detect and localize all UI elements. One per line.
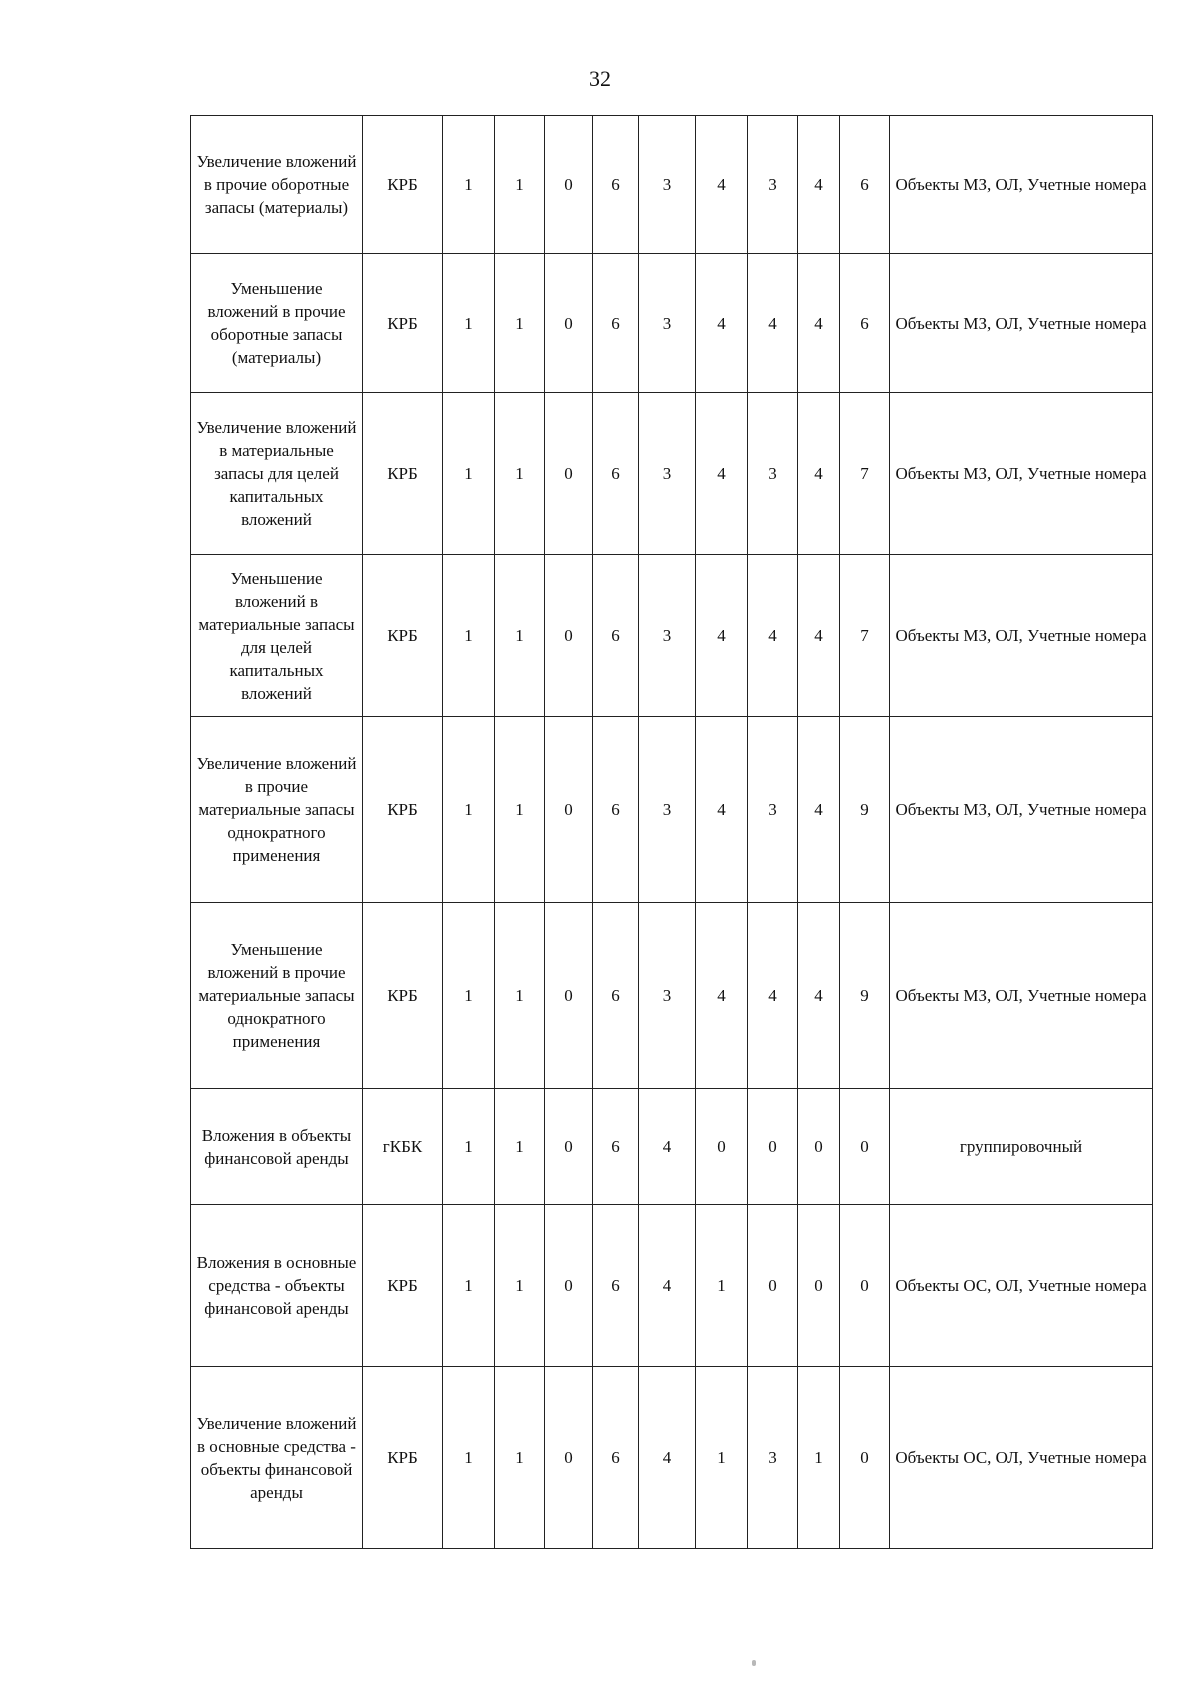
code-digit-cell: 4 xyxy=(798,254,840,393)
account-type-cell: КРБ xyxy=(363,393,443,555)
account-name-cell: Увеличение вложений в материальные запасы для целей капитальных вложений xyxy=(191,393,363,555)
code-digit-cell: 6 xyxy=(840,116,890,254)
analytics-objects-cell: Объекты ОС, ОЛ, Учетные номера xyxy=(890,1367,1153,1549)
code-digit-cell: 1 xyxy=(495,903,545,1089)
code-digit-cell: 4 xyxy=(639,1205,696,1367)
code-digit-cell: 0 xyxy=(840,1367,890,1549)
code-digit-cell: 0 xyxy=(748,1089,798,1205)
table-row xyxy=(191,555,1153,717)
account-name-cell: Уменьшение вложений в прочие оборотные запасы (материалы) xyxy=(191,254,363,393)
code-digit-cell: 4 xyxy=(639,1089,696,1205)
code-digit-cell: 0 xyxy=(545,1205,593,1367)
code-digit-cell: 4 xyxy=(696,717,748,903)
scan-artifact xyxy=(752,1660,756,1666)
code-digit-cell: 1 xyxy=(443,1367,495,1549)
code-digit-cell: 6 xyxy=(593,116,639,254)
code-digit-cell: 4 xyxy=(696,254,748,393)
table-row xyxy=(191,1205,1153,1367)
code-digit-cell: 3 xyxy=(748,116,798,254)
table-row xyxy=(191,254,1153,393)
code-digit-cell: 4 xyxy=(696,116,748,254)
analytics-objects-cell: Объекты МЗ, ОЛ, Учетные номера xyxy=(890,393,1153,555)
code-digit-cell: 1 xyxy=(495,717,545,903)
code-digit-cell: 1 xyxy=(798,1367,840,1549)
code-digit-cell: 0 xyxy=(545,903,593,1089)
table-row xyxy=(191,1089,1153,1205)
account-type-cell: КРБ xyxy=(363,1205,443,1367)
account-name-cell: Уменьшение вложений в прочие материальные запасы однократного применения xyxy=(191,903,363,1089)
table-row xyxy=(191,116,1153,254)
code-digit-cell: 3 xyxy=(639,717,696,903)
code-digit-cell: 4 xyxy=(798,393,840,555)
account-name-cell: Увеличение вложений в основные средства - объекты финансовой аренды xyxy=(191,1367,363,1549)
code-digit-cell: 1 xyxy=(495,393,545,555)
analytics-objects-cell: Объекты ОС, ОЛ, Учетные номера xyxy=(890,1205,1153,1367)
code-digit-cell: 1 xyxy=(443,1089,495,1205)
analytics-objects-cell: Объекты МЗ, ОЛ, Учетные номера xyxy=(890,254,1153,393)
account-name-cell: Увеличение вложений в прочие оборотные запасы (материалы) xyxy=(191,116,363,254)
code-digit-cell: 3 xyxy=(748,717,798,903)
code-digit-cell: 4 xyxy=(639,1367,696,1549)
code-digit-cell: 1 xyxy=(495,116,545,254)
table-row xyxy=(191,717,1153,903)
code-digit-cell: 0 xyxy=(840,1089,890,1205)
account-type-cell: КРБ xyxy=(363,555,443,717)
code-digit-cell: 4 xyxy=(798,717,840,903)
code-digit-cell: 1 xyxy=(443,393,495,555)
code-digit-cell: 1 xyxy=(696,1367,748,1549)
code-digit-cell: 4 xyxy=(696,555,748,717)
analytics-objects-cell: Объекты МЗ, ОЛ, Учетные номера xyxy=(890,116,1153,254)
code-digit-cell: 1 xyxy=(443,555,495,717)
code-digit-cell: 1 xyxy=(443,116,495,254)
account-name-cell: Увеличение вложений в прочие материальные запасы однократного применения xyxy=(191,717,363,903)
code-digit-cell: 0 xyxy=(840,1205,890,1367)
code-digit-cell: 6 xyxy=(593,1367,639,1549)
code-digit-cell: 6 xyxy=(840,254,890,393)
code-digit-cell: 0 xyxy=(545,555,593,717)
code-digit-cell: 3 xyxy=(639,393,696,555)
code-digit-cell: 1 xyxy=(443,1205,495,1367)
code-digit-cell: 4 xyxy=(798,116,840,254)
account-type-cell: КРБ xyxy=(363,1367,443,1549)
code-digit-cell: 7 xyxy=(840,555,890,717)
accounts-table xyxy=(190,115,1153,1549)
code-digit-cell: 3 xyxy=(748,1367,798,1549)
code-digit-cell: 0 xyxy=(545,254,593,393)
code-digit-cell: 4 xyxy=(696,903,748,1089)
code-digit-cell: 6 xyxy=(593,903,639,1089)
code-digit-cell: 6 xyxy=(593,254,639,393)
account-type-cell: гКБК xyxy=(363,1089,443,1205)
code-digit-cell: 9 xyxy=(840,903,890,1089)
code-digit-cell: 1 xyxy=(443,254,495,393)
code-digit-cell: 4 xyxy=(798,903,840,1089)
code-digit-cell: 6 xyxy=(593,555,639,717)
code-digit-cell: 3 xyxy=(639,903,696,1089)
code-digit-cell: 4 xyxy=(696,393,748,555)
analytics-objects-cell: Объекты МЗ, ОЛ, Учетные номера xyxy=(890,555,1153,717)
code-digit-cell: 0 xyxy=(798,1089,840,1205)
code-digit-cell: 0 xyxy=(545,116,593,254)
code-digit-cell: 3 xyxy=(639,555,696,717)
code-digit-cell: 6 xyxy=(593,393,639,555)
code-digit-cell: 6 xyxy=(593,1089,639,1205)
code-digit-cell: 0 xyxy=(545,393,593,555)
account-type-cell: КРБ xyxy=(363,254,443,393)
code-digit-cell: 1 xyxy=(443,903,495,1089)
code-digit-cell: 4 xyxy=(798,555,840,717)
code-digit-cell: 0 xyxy=(798,1205,840,1367)
code-digit-cell: 1 xyxy=(696,1205,748,1367)
code-digit-cell: 0 xyxy=(545,717,593,903)
code-digit-cell: 0 xyxy=(545,1089,593,1205)
table-row xyxy=(191,1367,1153,1549)
account-name-cell: Вложения в объекты финансовой аренды xyxy=(191,1089,363,1205)
code-digit-cell: 1 xyxy=(495,254,545,393)
analytics-objects-cell: группировочный xyxy=(890,1089,1153,1205)
code-digit-cell: 6 xyxy=(593,717,639,903)
code-digit-cell: 1 xyxy=(443,717,495,903)
account-name-cell: Вложения в основные средства - объекты финансовой аренды xyxy=(191,1205,363,1367)
code-digit-cell: 3 xyxy=(639,254,696,393)
account-type-cell: КРБ xyxy=(363,116,443,254)
code-digit-cell: 4 xyxy=(748,903,798,1089)
code-digit-cell: 1 xyxy=(495,555,545,717)
code-digit-cell: 0 xyxy=(696,1089,748,1205)
code-digit-cell: 1 xyxy=(495,1367,545,1549)
analytics-objects-cell: Объекты МЗ, ОЛ, Учетные номера xyxy=(890,903,1153,1089)
code-digit-cell: 3 xyxy=(748,393,798,555)
code-digit-cell: 6 xyxy=(593,1205,639,1367)
code-digit-cell: 3 xyxy=(639,116,696,254)
code-digit-cell: 1 xyxy=(495,1205,545,1367)
code-digit-cell: 9 xyxy=(840,717,890,903)
table-row xyxy=(191,393,1153,555)
account-name-cell: Уменьшение вложений в материальные запасы для целей капитальных вложений xyxy=(191,555,363,717)
table-row xyxy=(191,903,1153,1089)
code-digit-cell: 0 xyxy=(545,1367,593,1549)
page-number: 32 xyxy=(589,66,611,91)
account-type-cell: КРБ xyxy=(363,903,443,1089)
account-type-cell: КРБ xyxy=(363,717,443,903)
code-digit-cell: 1 xyxy=(495,1089,545,1205)
code-digit-cell: 0 xyxy=(748,1205,798,1367)
code-digit-cell: 4 xyxy=(748,555,798,717)
analytics-objects-cell: Объекты МЗ, ОЛ, Учетные номера xyxy=(890,717,1153,903)
code-digit-cell: 4 xyxy=(748,254,798,393)
code-digit-cell: 7 xyxy=(840,393,890,555)
